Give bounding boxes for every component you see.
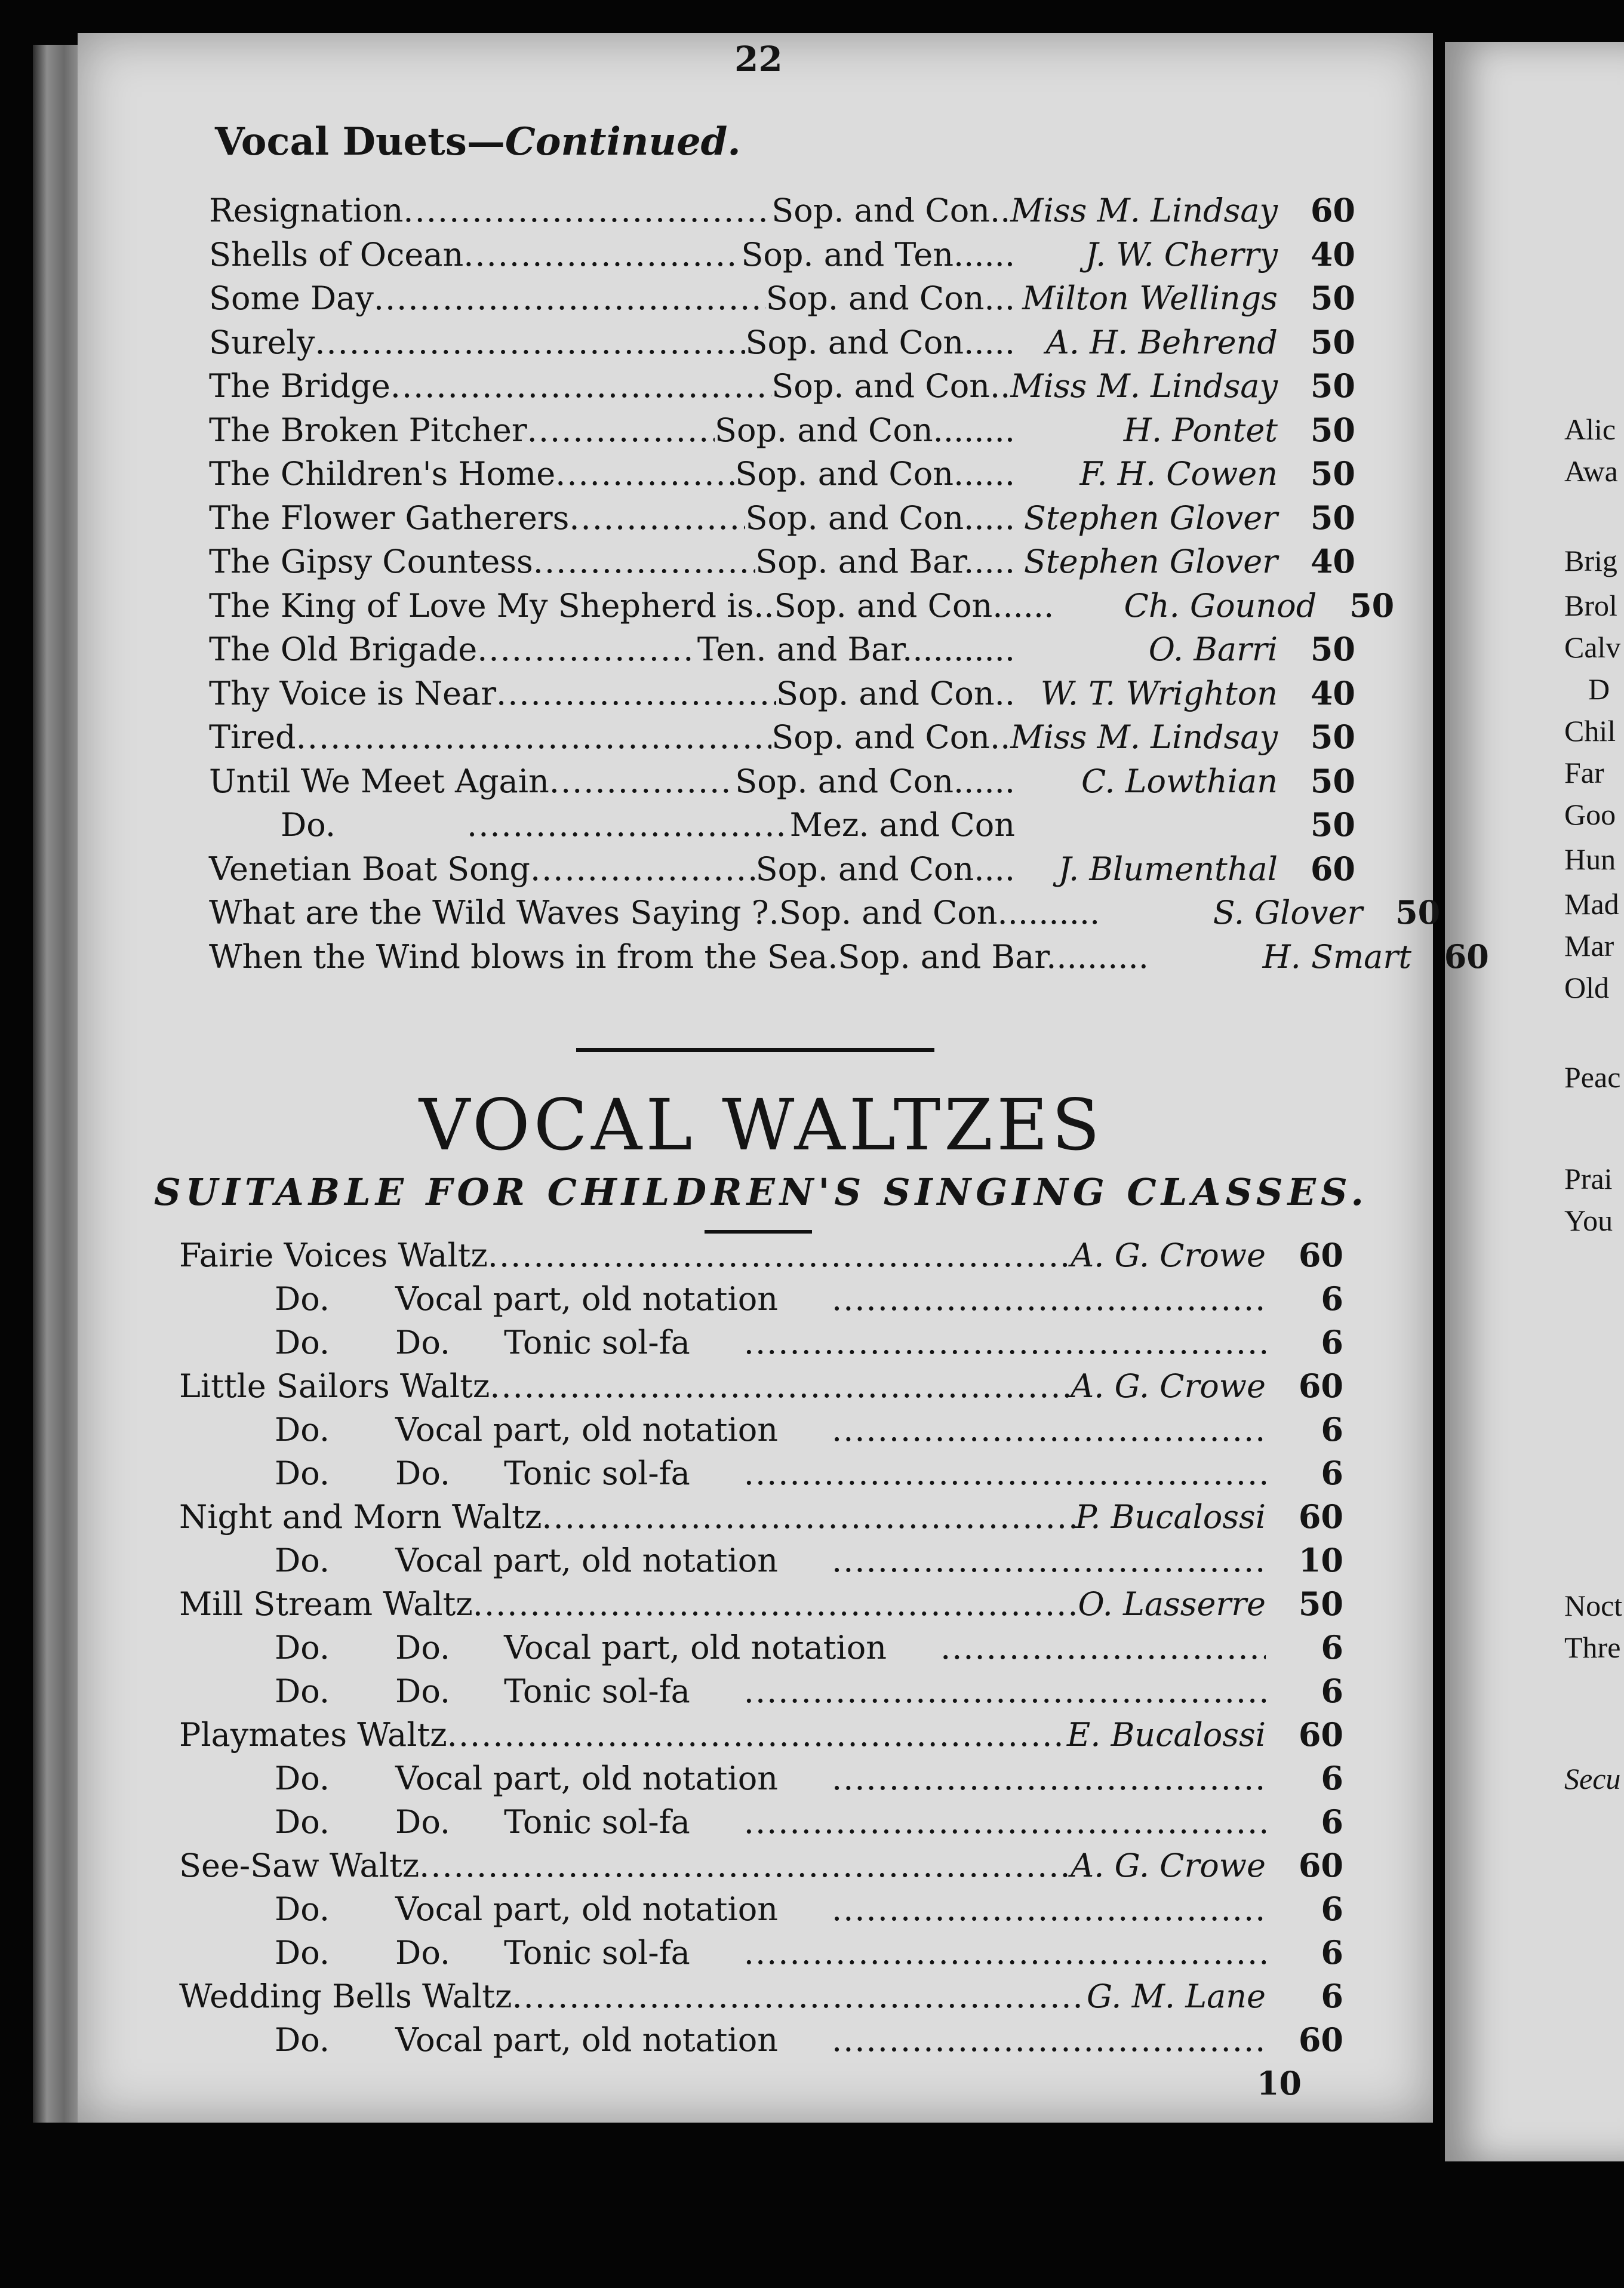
waltz-title: Do. <box>275 1672 330 1710</box>
waltz-row <box>275 1280 1343 1323</box>
dot-leader <box>490 1367 1071 1405</box>
duet-row <box>209 762 1355 805</box>
waltz-part: Do. <box>395 1672 451 1710</box>
duet-row <box>209 850 1355 893</box>
duet-voices: Sop. and Con.......... <box>779 894 1100 931</box>
waltz-price: 6 <box>1321 1628 1343 1666</box>
duet-voices: Sop. and Bar.......... <box>838 937 1149 976</box>
waltz-row <box>179 1585 1343 1628</box>
waltz-price: 10 <box>1256 2064 1302 2102</box>
duet-title: Do. <box>281 806 336 844</box>
duet-row <box>209 323 1355 366</box>
waltz-row <box>179 1846 1343 1889</box>
duet-voices: Sop. and Bar..... <box>755 543 1015 580</box>
duet-row <box>209 411 1355 454</box>
waltz-part: Vocal part, old notation <box>395 2021 779 2059</box>
dot-leader <box>832 2021 1266 2059</box>
duet-voices: Sop. and Con..... <box>745 499 1015 537</box>
duet-composer: F. H. Cowen <box>1079 455 1278 493</box>
duet-row <box>209 235 1355 278</box>
waltz-composer: A. G. Crowe <box>1071 1847 1266 1884</box>
waltz-subpart: Tonic sol-fa <box>504 1672 690 1710</box>
dot-leader <box>744 1672 1266 1710</box>
dot-leader <box>832 1760 1266 1797</box>
waltz-row <box>275 1803 1343 1846</box>
waltz-title: Playmates Waltz <box>179 1716 447 1754</box>
waltz-title: Night and Morn Waltz <box>179 1498 542 1536</box>
duet-voices: Sop. and Con........ <box>714 411 1015 449</box>
waltz-row <box>179 1236 1343 1279</box>
section-title-continued: Continued. <box>505 119 741 164</box>
waltz-title: Little Sailors Waltz <box>179 1367 490 1405</box>
duet-composer: H. Smart <box>1262 937 1411 976</box>
right-page-fragment: Peac <box>1564 1060 1621 1094</box>
dot-leader <box>296 718 772 756</box>
duet-price: 50 <box>1395 893 1441 931</box>
duet-title: The King of Love My Shepherd is.. <box>209 586 774 625</box>
waltz-composer: G. M. Lane <box>1087 1978 1266 2015</box>
right-page-fragment: Brig <box>1564 544 1617 577</box>
page-number: 22 <box>734 39 783 79</box>
duet-row <box>209 586 1395 629</box>
right-page-fragment: Calv <box>1564 631 1621 664</box>
waltz-part: Vocal part, old notation <box>395 1760 779 1797</box>
section-divider <box>576 1048 934 1052</box>
waltz-title: Do. <box>275 1411 330 1449</box>
duet-composer: C. Lowthian <box>1081 762 1278 800</box>
duet-composer: H. Pontet <box>1123 411 1278 449</box>
waltz-title: Do. <box>275 1629 330 1666</box>
duet-price: 50 <box>1310 367 1355 405</box>
duet-title: Shells of Ocean <box>209 235 464 273</box>
waltz-title: Do. <box>275 1760 330 1797</box>
waltz-part: Do. <box>395 1454 451 1492</box>
dot-leader <box>542 1498 1075 1536</box>
waltz-title: Do. <box>275 1890 330 1928</box>
right-page-fragment: Mar <box>1564 929 1614 962</box>
duet-title: What are the Wild Waves Saying ?. <box>209 894 779 931</box>
dot-leader <box>488 1237 1071 1274</box>
waltz-price: 6 <box>1321 1803 1343 1841</box>
right-page-fragment: You <box>1564 1204 1613 1237</box>
duet-voices: Sop. and Con.. <box>771 718 1011 756</box>
duet-title: Surely <box>209 323 315 361</box>
waltz-title: See-Saw Waltz <box>179 1847 420 1884</box>
dot-leader <box>477 631 697 668</box>
waltz-part: Do. <box>395 1324 451 1361</box>
dot-leader <box>374 279 766 317</box>
right-page-fragment: Mad <box>1564 887 1619 921</box>
dot-leader <box>530 850 756 888</box>
duet-composer: Stephen Glover <box>1023 499 1278 537</box>
duet-row <box>209 542 1355 585</box>
waltz-title: Do. <box>275 1324 330 1361</box>
duet-title: The Flower Gatherers <box>209 499 570 537</box>
right-page-fragment: Goo <box>1564 798 1616 831</box>
right-page-fragment: Alic <box>1564 413 1616 446</box>
duet-price: 60 <box>1310 849 1355 888</box>
waltz-part: Do. <box>395 1629 451 1666</box>
waltz-price: 10 <box>1298 1541 1343 1579</box>
section-title-text: Vocal Duets <box>215 119 467 164</box>
duet-composer: Miss M. Lindsay <box>1010 367 1278 405</box>
waltz-price: 60 <box>1298 1846 1343 1884</box>
dot-leader <box>744 1934 1266 1972</box>
duet-row <box>209 937 1489 980</box>
waltz-subpart: Tonic sol-fa <box>504 1324 690 1361</box>
right-page-fragment: Noct <box>1564 1589 1623 1622</box>
section-title: Vocal Duets—Continued. <box>215 119 741 164</box>
waltz-price: 50 <box>1298 1585 1343 1623</box>
dot-leader <box>419 1847 1071 1884</box>
waltz-price: 6 <box>1321 1759 1343 1797</box>
duet-title: The Old Brigade <box>209 631 478 668</box>
dot-leader <box>940 1629 1266 1666</box>
duet-voices: Sop. and Con...... <box>735 762 1015 800</box>
right-page-fragment: Old <box>1564 971 1609 1004</box>
duet-row <box>209 630 1355 673</box>
duet-title: Tired <box>209 718 296 756</box>
duet-price: 50 <box>1310 410 1355 449</box>
waltz-price: 60 <box>1298 1497 1343 1536</box>
duet-voices: Sop. and Con.. <box>776 674 1015 712</box>
duet-voices: Sop. and Con..... <box>745 323 1015 361</box>
duet-voices: Sop. and Con...... <box>735 455 1015 493</box>
waltz-part: Vocal part, old notation <box>395 1280 779 1318</box>
duet-title: Resignation <box>209 192 404 229</box>
duet-row <box>209 674 1355 717</box>
right-page-fragment: Prai <box>1564 1162 1613 1195</box>
dot-leader <box>744 1803 1266 1841</box>
waltz-composer: P. Bucalossi <box>1075 1498 1266 1536</box>
duet-price: 50 <box>1310 630 1355 668</box>
duet-title: The Gipsy Countess <box>209 543 533 580</box>
dot-leader <box>527 411 715 449</box>
waltz-last-price <box>1224 2064 1314 2107</box>
right-page-fragment: Awa <box>1564 454 1618 488</box>
duet-price: 60 <box>1444 937 1489 976</box>
waltz-part: Vocal part, old notation <box>395 1411 779 1449</box>
duet-title: Thy Voice is Near <box>209 674 497 712</box>
duet-price: 50 <box>1349 586 1395 625</box>
right-page-fragment: D <box>1588 672 1610 706</box>
waltz-row <box>179 1715 1343 1758</box>
waltz-price: 6 <box>1321 1280 1343 1318</box>
duet-title: When the Wind blows in from the Sea. <box>209 937 838 976</box>
waltz-price: 60 <box>1298 1367 1343 1405</box>
duet-title: Until We Meet Again <box>209 762 549 800</box>
waltz-subpart: Tonic sol-fa <box>504 1934 690 1972</box>
waltz-heading: VOCAL WALTZES <box>419 1084 1104 1166</box>
right-page-fragment: Hun <box>1564 842 1616 876</box>
dot-leader <box>467 806 790 844</box>
right-page-fragment: Brol <box>1564 589 1617 622</box>
duet-composer: Miss M. Lindsay <box>1010 192 1278 229</box>
dot-leader <box>496 675 776 712</box>
waltz-price: 60 <box>1298 1715 1343 1754</box>
waltz-price: 60 <box>1298 1236 1343 1274</box>
duet-row <box>209 367 1355 410</box>
waltz-price: 6 <box>1321 1410 1343 1449</box>
duet-title: Some Day <box>209 279 374 317</box>
waltz-composer: A. G. Crowe <box>1071 1237 1266 1274</box>
dot-leader <box>569 499 745 537</box>
duet-composer: Miss M. Lindsay <box>1010 718 1278 756</box>
dot-leader <box>533 543 756 580</box>
right-page-fragment: Thre <box>1564 1631 1621 1664</box>
duet-composer: Stephen Glover <box>1023 543 1278 580</box>
waltz-part: Vocal part, old notation <box>395 1542 779 1579</box>
dot-leader <box>512 1978 1087 2015</box>
waltz-title: Mill Stream Waltz <box>179 1585 473 1623</box>
waltz-row <box>275 1541 1343 1584</box>
duet-title: The Broken Pitcher <box>209 411 527 449</box>
waltz-price: 6 <box>1321 1977 1343 2015</box>
waltz-row <box>179 1497 1343 1540</box>
duet-composer: Ch. Gounod <box>1124 586 1317 625</box>
duet-composer: O. Barri <box>1148 631 1278 668</box>
waltz-price: 6 <box>1321 1323 1343 1361</box>
duet-voices: Mez. and Con <box>789 806 1015 844</box>
duet-title: The Children's Home <box>209 455 556 493</box>
duet-price: 50 <box>1310 805 1355 844</box>
dot-leader <box>555 455 735 493</box>
waltz-title: Do. <box>275 1542 330 1579</box>
dot-leader <box>832 1411 1266 1449</box>
waltz-row <box>275 1410 1343 1453</box>
duet-voices: Sop. and Con...... <box>774 586 1054 625</box>
right-page-fragment: Far <box>1564 756 1604 789</box>
duet-price: 50 <box>1310 498 1355 537</box>
duet-row <box>209 499 1355 542</box>
waltz-composer: E. Bucalossi <box>1066 1716 1266 1754</box>
waltz-row <box>275 1890 1343 1933</box>
duet-price: 40 <box>1310 542 1355 580</box>
duet-voices: Sop. and Con.... <box>755 850 1015 888</box>
dot-leader <box>315 324 745 361</box>
duet-composer: A. H. Behrend <box>1045 323 1278 361</box>
dot-leader <box>403 192 771 229</box>
waltz-row <box>275 1628 1343 1671</box>
waltz-row <box>179 1367 1343 1410</box>
waltz-row <box>275 1672 1343 1715</box>
waltz-subpart: Vocal part, old notation <box>504 1629 887 1666</box>
duet-composer: J. W. Cherry <box>1085 235 1278 273</box>
waltz-composer: A. G. Crowe <box>1071 1367 1266 1405</box>
waltz-title: Do. <box>275 1280 330 1318</box>
waltz-part: Vocal part, old notation <box>395 1890 779 1928</box>
duet-price: 50 <box>1310 718 1355 756</box>
dot-leader <box>390 367 772 405</box>
waltz-title: Wedding Bells Waltz <box>179 1978 512 2015</box>
duet-row <box>209 279 1355 322</box>
duet-price: 40 <box>1310 235 1355 273</box>
waltz-row <box>179 1977 1343 2020</box>
duet-row <box>209 454 1355 497</box>
waltz-price: 60 <box>1298 2021 1343 2059</box>
dot-leader <box>744 1454 1266 1492</box>
dot-leader <box>744 1324 1266 1361</box>
duet-voices: Ten. and Bar........... <box>697 631 1015 668</box>
waltz-row <box>275 1323 1343 1366</box>
waltz-price: 6 <box>1321 1454 1343 1492</box>
waltz-row <box>275 1933 1343 1976</box>
dot-leader <box>832 1280 1266 1318</box>
waltz-row <box>275 2021 1343 2063</box>
subheading-divider <box>705 1230 812 1234</box>
duet-composer: J. Blumenthal <box>1058 850 1278 888</box>
duet-price: 40 <box>1310 674 1355 712</box>
waltz-subheading: SUITABLE FOR CHILDREN'S SINGING CLASSES. <box>154 1170 1368 1214</box>
duet-title: Venetian Boat Song <box>209 850 530 888</box>
waltz-composer: O. Lasserre <box>1078 1585 1266 1623</box>
duet-price: 50 <box>1310 761 1355 800</box>
right-page-fragment: Secu <box>1564 1762 1621 1795</box>
dot-leader <box>473 1585 1078 1623</box>
waltz-title: Do. <box>275 1803 330 1841</box>
waltz-part: Do. <box>395 1803 451 1841</box>
duet-composer: W. T. Wrighton <box>1040 674 1278 712</box>
dot-leader <box>832 1890 1266 1928</box>
duet-title: The Bridge <box>209 367 390 405</box>
duet-row <box>209 718 1355 761</box>
waltz-title: Do. <box>275 1934 330 1972</box>
duet-row <box>209 191 1355 234</box>
duet-row <box>209 805 1355 848</box>
duet-voices: Sop. and Con.. <box>771 192 1011 229</box>
duet-voices: Sop. and Con... <box>765 279 1015 317</box>
duet-price: 50 <box>1310 279 1355 317</box>
waltz-title: Do. <box>275 1454 330 1492</box>
right-page-fragment: Chil <box>1564 714 1616 748</box>
dot-leader <box>463 236 741 273</box>
dot-leader <box>832 1542 1266 1579</box>
duet-voices: Sop. and Con.. <box>771 367 1011 405</box>
waltz-subpart: Tonic sol-fa <box>504 1803 690 1841</box>
duet-voices: Sop. and Ten...... <box>741 235 1015 273</box>
waltz-subpart: Tonic sol-fa <box>504 1454 690 1492</box>
duet-composer: Milton Wellings <box>1022 279 1278 317</box>
waltz-price: 6 <box>1321 1672 1343 1710</box>
waltz-title: Do. <box>275 2021 330 2059</box>
duet-price: 50 <box>1310 322 1355 361</box>
waltz-price: 6 <box>1321 1890 1343 1928</box>
waltz-title: Fairie Voices Waltz <box>179 1237 488 1274</box>
waltz-row <box>275 1759 1343 1802</box>
waltz-part: Do. <box>395 1934 451 1972</box>
dot-leader <box>447 1716 1067 1754</box>
waltz-price: 6 <box>1321 1933 1343 1972</box>
duet-price: 50 <box>1310 454 1355 493</box>
duet-composer: S. Glover <box>1213 894 1363 931</box>
waltz-row <box>275 1454 1343 1497</box>
dot-leader <box>549 762 736 800</box>
duet-price: 60 <box>1310 191 1355 229</box>
duet-row <box>209 893 1441 936</box>
